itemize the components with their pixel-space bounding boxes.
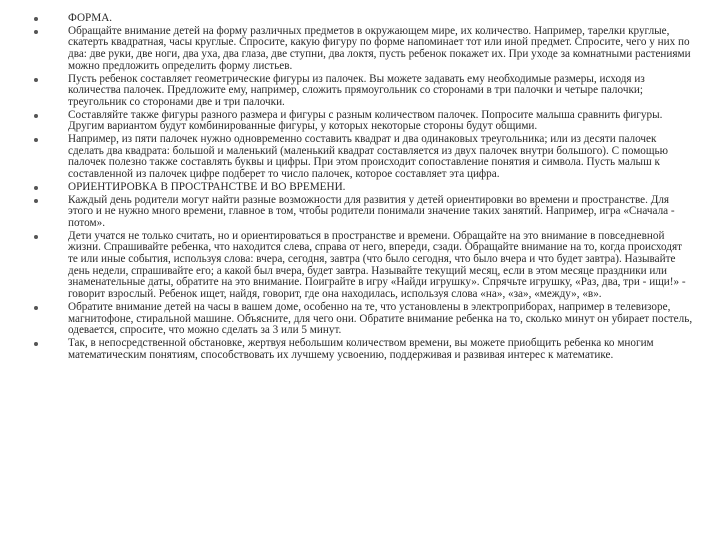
- bullet-icon: [34, 138, 38, 142]
- list-item: [28, 195, 694, 230]
- item-text: Дети учатся не только считать, но и ориентироваться в пространстве и времени. Обращайте на это внимание в повседневной жизни. Спрашивайте ребенка, что находится слева, справа от него, впереди, сзади. Обращайте внимание на то, когда происходят те или иные события, используя слова: вчера, сегодня, завтра (что было сегодня, что было вчера и что будет завтра). Называйте день недели, спрашивайте его; а какой был вчера, будет завтра. Называйте текущий месяц, если в этом месяце праздники или знаменательные даты, обратите на это внимание. Поиграйте в игру «Найди игрушку». Спрячьте игрушку, «Раз, два, три - ищи!» - говорит взрослый. Ребенок ищет, найдя, говорит, где она находилась, используя слова «на», «за», «между», «в».: [68, 229, 686, 301]
- bullet-icon: [34, 30, 38, 34]
- bullet-icon: [34, 78, 38, 82]
- list-item: [28, 13, 694, 25]
- item-text: Обратите внимание детей на часы в вашем доме, особенно на те, что установлены в электроприборах, например в телевизоре, магнитофоне, стиральной машине. Объясните, для чего они. Обратите внимание ребенка на то, сколько минут он убирает постель, одевается, спросите, что можно сделать за 3 или 5 минут.: [68, 300, 693, 337]
- bullet-icon: [34, 186, 38, 190]
- bullet-list: [28, 13, 694, 361]
- item-text: Каждый день родители могут найти разные возможности для развития у детей ориентировки во времени и пространстве. Для этого и не нужно много времени, главное в том, чтобы родители понимали значение таких занятий. Например, игра «Сначала - потом».: [68, 193, 675, 229]
- bullet-icon: [34, 114, 38, 118]
- list-item: [28, 182, 694, 194]
- item-text: Так, в непосредственной обстановке, жертвуя небольшим количеством времени, вы можете приобщить ребенка ко многим математическим понятиям, способствовать их лучшему усвоению, поддерживая и развивая интерес к математике.: [68, 336, 654, 361]
- list-item: [28, 302, 694, 337]
- list-item: [28, 74, 694, 109]
- bullet-icon: [34, 235, 38, 239]
- section-heading: ОРИЕНТИРОВКА В ПРОСТРАНСТВЕ И ВО ВРЕМЕНИ.: [68, 180, 346, 193]
- list-item: [28, 110, 694, 133]
- list-item: [28, 338, 694, 361]
- bullet-icon: [34, 199, 38, 203]
- item-text: ФОРМА.: [68, 12, 113, 24]
- item-text: Например, из пяти палочек нужно одновременно составить квадрат и два одинаковых треугольника; или из десяти палочек сделать два квадрата: большой и маленький (маленький квадрат составляется из двух палочек внутри большого). С помощью палочек полезно также составлять буквы и цифры. При этом происходит сопоставление понятия и символа. Пусть малыш к составленной из палочек цифре подберет то число палочек, которое составляет эта цифра.: [68, 133, 668, 181]
- list-item: [28, 231, 694, 301]
- bullet-icon: [34, 342, 38, 346]
- bullet-icon: [34, 17, 38, 21]
- list-item: [28, 134, 694, 181]
- item-text: Пусть ребенок составляет геометрические фигуры из палочек. Вы можете задавать ему необходимые размеры, исходя из количества палочек. Предложите ему, например, сложить прямоугольник со сторонами в три палочки и четыре палочки; треугольник со сторонами две и три палочки.: [68, 72, 645, 108]
- bullet-icon: [34, 306, 38, 310]
- item-text: Обращайте внимание детей на форму различных предметов в окружающем мире, их количество. Например, тарелки круглые, скатерть квадратная, часы круглые. Спросите, какую фигуру по форме напоминает тот или иной предмет. Спросите, чего у них по два: две руки, две ноги, два уха, два глаза, две ступни, два локтя, пусть ребенок покажет их. При уходе за комнатными растениями можно предложить определить форму листьев.: [68, 24, 691, 72]
- item-text: Составляйте также фигуры разного размера и фигуры с разным количеством палочек. Попросите малыша сравнить фигуры. Другим вариантом будут комбинированные фигуры, у которых некоторые стороны будут общими.: [68, 108, 663, 133]
- list-item: [28, 26, 694, 73]
